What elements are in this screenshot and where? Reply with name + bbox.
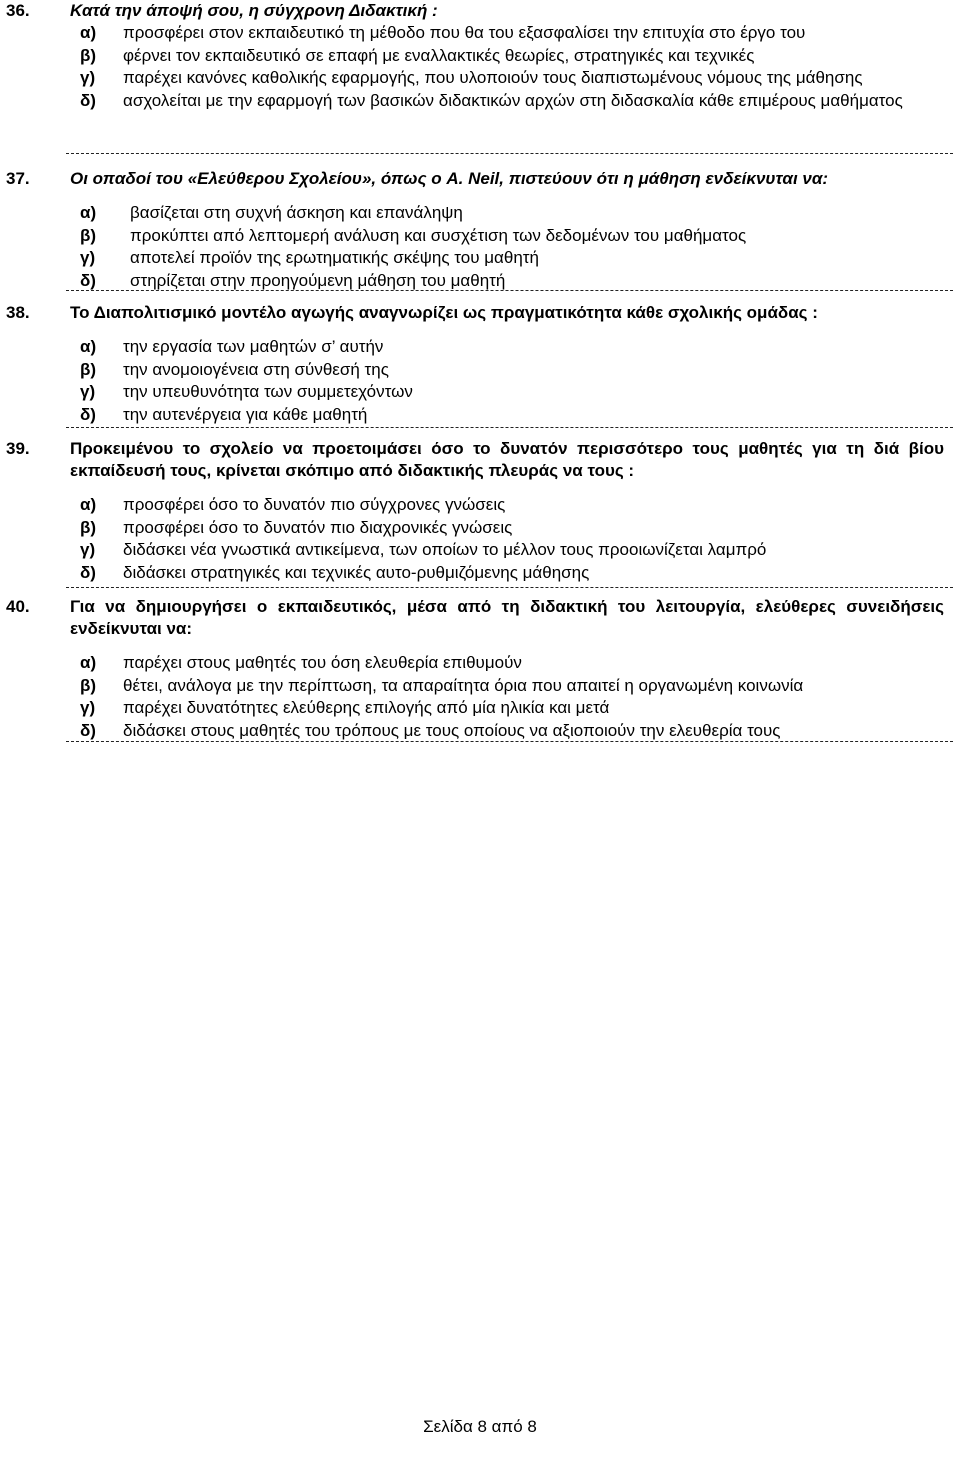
option-letter: β) [80,675,97,695]
question-header [0,596,960,640]
option-text: αποτελεί προϊόν της ερωτηματικής σκέψης του μαθητή [130,248,539,267]
option-text: προσφέρει στον εκπαιδευτικό τη μέθοδο που θα του εξασφαλίσει την επιτυχία στο έργο του [123,23,806,42]
option-d [0,90,960,113]
option-letter: α) [80,203,97,222]
option-letter: γ) [80,382,96,401]
option-text: παρέχει δυνατότητες ελεύθερης επιλογής από μία ηλικία και μετά [123,698,610,717]
question-40 [0,596,960,742]
option-b [0,359,960,382]
option-text: προσφέρει όσο το δυνατόν πιο διαχρονικές γνώσεις [123,517,513,537]
option-text: φέρνει τον εκπαιδευτικό σε επαφή με εναλλακτικές θεωρίες, στρατηγικές και τεχνικές [123,45,755,65]
option-letter: γ) [80,68,96,87]
option-d [0,404,960,427]
question-number: 36. [6,1,30,20]
option-text: την υπευθυνότητα των συμμετεχόντων [123,382,413,401]
option-a [0,22,960,45]
question-36 [0,0,960,112]
question-header [0,438,960,482]
option-letter: β) [80,359,97,379]
option-text: την εργασία των μαθητών σ’ αυτήν [123,337,384,356]
separator-line [66,427,953,428]
question-number: 37. [6,169,30,188]
option-c [0,67,960,90]
option-a [0,202,960,225]
option-letter: γ) [80,540,96,559]
option-d [0,720,960,743]
option-letter: α) [80,653,97,672]
option-text: στηρίζεται στην προηγούμενη μάθηση του μαθητή [130,270,506,290]
option-letter: δ) [80,404,96,424]
option-b [0,675,960,698]
question-number: 38. [6,303,30,322]
option-text: βασίζεται στη συχνή άσκηση και επανάληψη [130,203,463,222]
option-a [0,652,960,675]
option-c [0,247,960,270]
option-letter: β) [80,517,97,537]
option-text: θέτει, ανάλογα με την περίπτωση, τα απαραίτητα όρια που απαιτεί η οργανωμένη κοινωνία [123,675,804,695]
option-text: την ανομοιογένεια στη σύνθεσή της [123,359,389,379]
option-letter: α) [80,495,97,514]
option-text: την αυτενέργεια για κάθε μαθητή [123,404,368,424]
option-letter: δ) [80,90,96,110]
question-number: 40. [6,597,30,616]
question-header [0,168,960,190]
option-text: ασχολείται με την εφαρμογή των βασικών διδακτικών αρχών στη διδασκαλία κάθε επιμέρους μαθήματος [123,90,903,110]
question-header [0,0,960,22]
option-letter: β) [80,225,97,245]
separator-line [66,741,953,742]
question-37 [0,168,960,292]
option-text: διδάσκει νέα γνωστικά αντικείμενα, των οποίων το μέλλον τους προοιωνίζεται λαμπρό [123,540,767,559]
question-39 [0,438,960,584]
question-text: Για να δημιουργήσει ο εκπαιδευτικός, μέσα από τη διδακτική του λειτουργία, ελεύθερες συνειδήσεις ενδείκνυται να: [70,597,944,638]
option-b [0,225,960,248]
option-d [0,270,960,293]
question-number: 39. [6,439,30,458]
option-letter: α) [80,337,97,356]
question-text: Οι οπαδοί του «Ελεύθερου Σχολείου», όπως ο A. Neil, πιστεύουν ότι η μάθηση ενδείκνυται να: [70,169,829,188]
option-text: προκύπτει από λεπτομερή ανάλυση και συσχέτιση των δεδομένων του μαθήματος [130,225,747,245]
option-letter: γ) [80,698,96,717]
option-letter: γ) [80,248,96,267]
question-header [0,302,960,324]
option-text: διδάσκει στους μαθητές του τρόπους με τους οποίους να αξιοποιούν την ελευθερία τους [123,720,781,740]
question-text: Το Διαπολιτισμικό μοντέλο αγωγής αναγνωρίζει ως πραγματικότητα κάθε σχολικής ομάδας : [70,303,818,322]
option-c [0,381,960,404]
separator-line [66,587,953,588]
page-footer: Σελίδα 8 από 8 [423,1417,537,1436]
separator-line [66,153,953,154]
question-text: Προκειμένου το σχολείο να προετοιμάσει όσο το δυνατόν περισσότερο τους μαθητές για τη διά βίου εκπαίδευσή τους, κρίνεται σκόπιμο από διδακτικής πλευράς να τους : [70,439,944,480]
option-c [0,539,960,562]
option-letter: α) [80,23,97,42]
option-d [0,562,960,585]
option-letter: δ) [80,270,96,290]
option-text: προσφέρει όσο το δυνατόν πιο σύγχρονες γνώσεις [123,495,506,514]
option-a [0,494,960,517]
option-text: διδάσκει στρατηγικές και τεχνικές αυτο-ρυθμιζόμενης μάθησης [123,562,590,582]
option-letter: β) [80,45,97,65]
option-b [0,45,960,68]
option-letter: δ) [80,720,96,740]
option-text: παρέχει στους μαθητές του όση ελευθερία επιθυμούν [123,653,522,672]
option-text: παρέχει κανόνες καθολικής εφαρμογής, που υλοποιούν τους διαπιστωμένους νόμους της μάθησης [123,68,863,87]
separator-line [66,290,953,291]
option-letter: δ) [80,562,96,582]
option-a [0,336,960,359]
question-38 [0,302,960,426]
option-b [0,517,960,540]
option-c [0,697,960,720]
question-text: Κατά την άποψή σου, η σύγχρονη Διδακτική : [70,1,438,20]
